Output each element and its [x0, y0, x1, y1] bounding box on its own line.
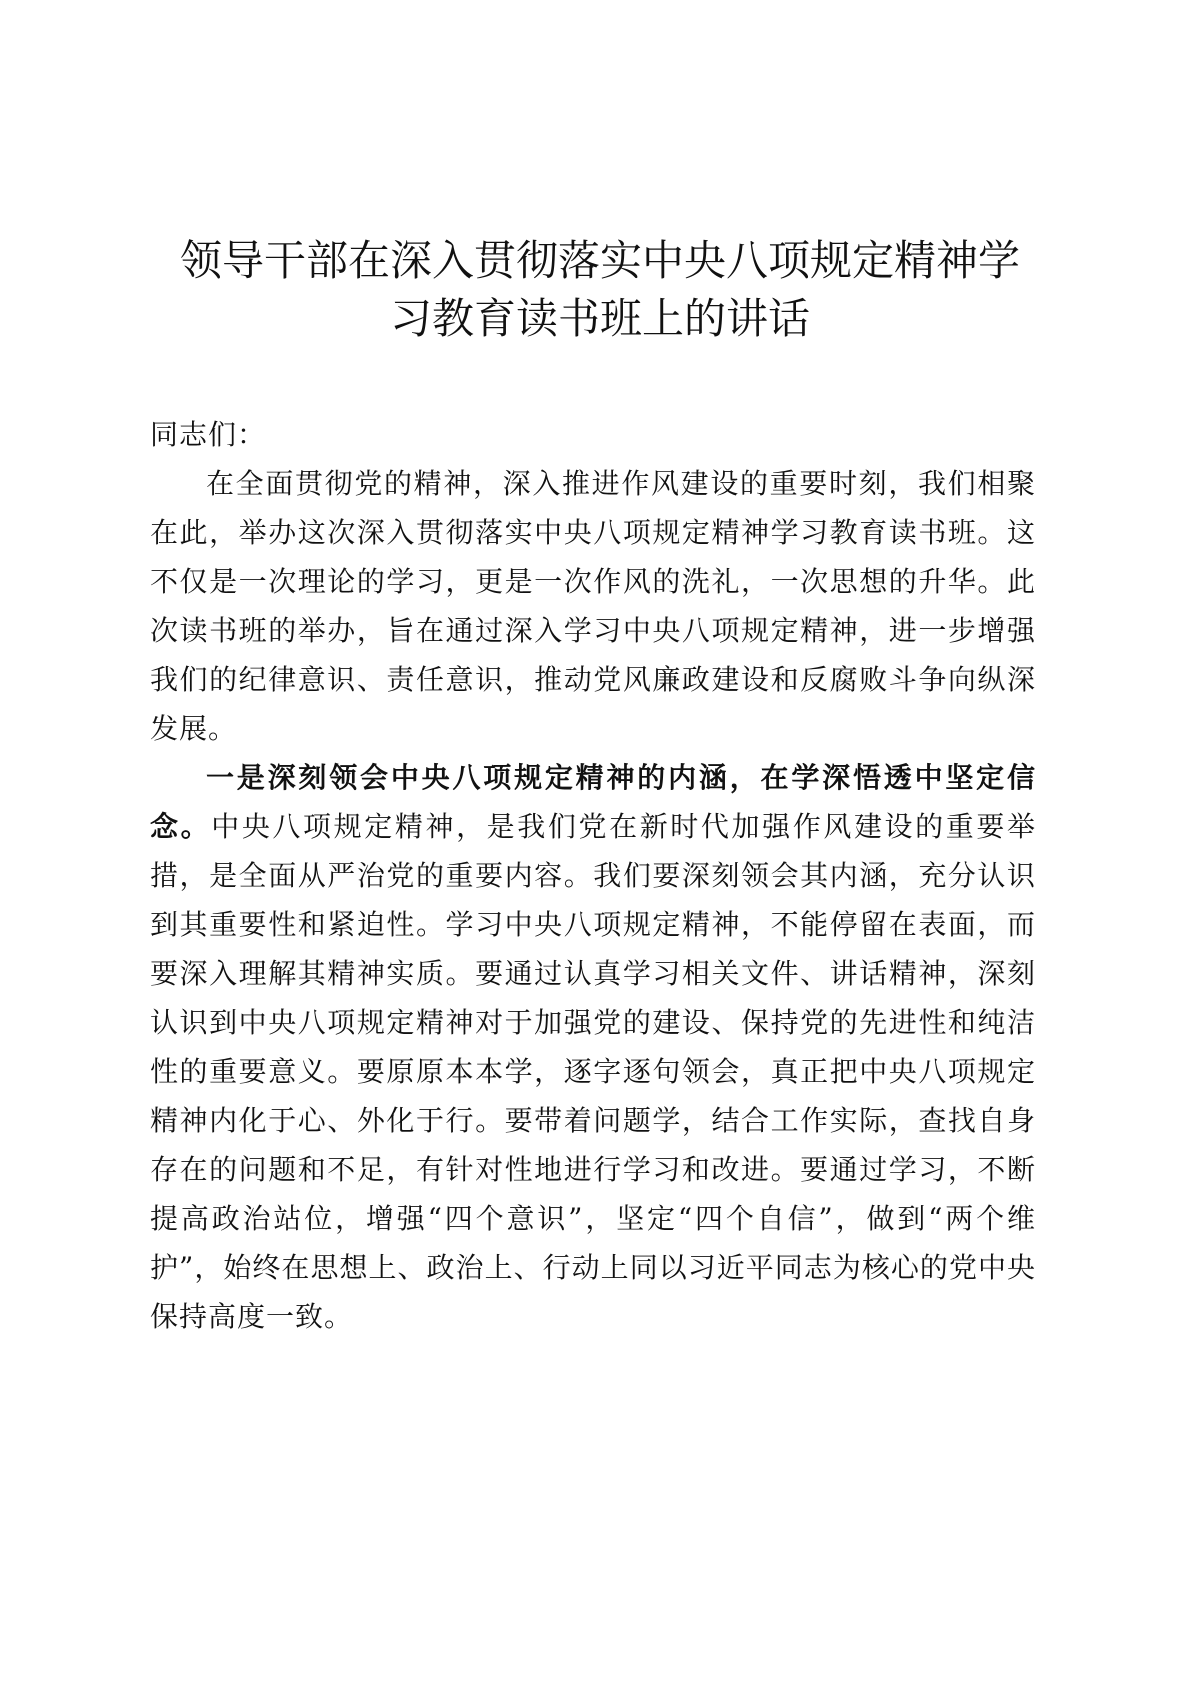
paragraph-point-one-body: 中央八项规定精神，是我们党在新时代加强作风建设的重要举措，是全面从严治党的重要内容。我们要深刻领会其内涵，充分认识到其重要性和紧迫性。学习中央八项规定精神，不能停留在表面，而要深入理解其精神实质。要通过认真学习相关文件、讲话精神，深刻认识到中央八项规定精神对于加强党的建设、保持党的先进性和纯洁性的重要意义。要原原本本学，逐字逐句领会，真正把中央八项规定精神内化于心、外化于行。要带着问题学，结合工作实际，查找自身存在的问题和不足，有针对性地进行学习和改进。要通过学习，不断提高政治站位，增强“四个意识”，坚定“四个自信”，做到“两个维护”，始终在思想上、政治上、行动上同以习近平同志为核心的党中央保持高度一致。	[150, 810, 1036, 1333]
paragraph-point-one	[150, 753, 1036, 1341]
paragraph-point-one-heading: 一是深刻领会中央八项规定精神的内涵，在学深悟透中坚定信念。	[150, 761, 1036, 843]
title-line-2: 习教育读书班上的讲话	[389, 294, 810, 343]
paragraph-intro: 在全面贯彻党的精神，深入推进作风建设的重要时刻，我们相聚在此，举办这次深入贯彻落实中央八项规定精神学习教育读书班。这不仅是一次理论的学习，更是一次作风的洗礼，一次思想的升华。此次读书班的举办，旨在通过深入学习中央八项规定精神，进一步增强我们的纪律意识、责任意识，推动党风廉政建设和反腐败斗争向纵深发展。	[150, 467, 1036, 745]
document-body	[150, 410, 1036, 1341]
title-line-1: 领导干部在深入贯彻落实中央八项规定精神学	[179, 236, 1020, 285]
document-title	[140, 232, 1060, 348]
salutation: 同志们：	[150, 418, 267, 451]
